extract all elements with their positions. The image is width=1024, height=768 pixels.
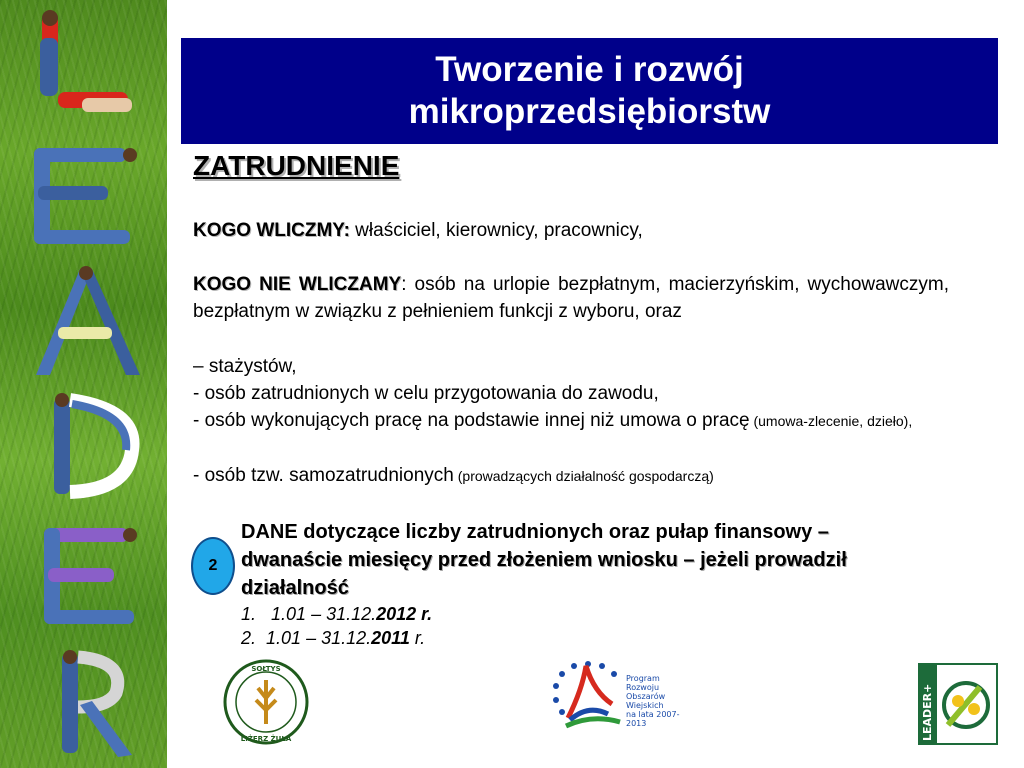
exclusion-item-4-text: - osób tzw. samozatrudnionych [193, 465, 454, 486]
kogo-wliczmy-text: właściciel, kierownicy, pracownicy, [349, 220, 643, 241]
people-letter-e-image [20, 140, 150, 260]
prow-line-3: Obszarów [626, 692, 666, 701]
period-item-2 [241, 626, 891, 650]
svg-text:LEADER+: LEADER+ [921, 683, 934, 741]
dane-block [241, 518, 891, 650]
exclusion-item-3 [193, 407, 949, 435]
exclusion-item-3-note: (umowa-zlecenie, dzieło), [749, 413, 913, 429]
people-letter-d-image [20, 390, 150, 510]
decorative-photo-strip [0, 0, 167, 768]
prow-logo [548, 656, 694, 732]
leader-logo [918, 663, 998, 745]
svg-text:SOŁTYS: SOŁTYS [251, 665, 281, 673]
association-seal-logo [222, 658, 310, 746]
section-heading: ZATRUDNIENIE [193, 150, 400, 181]
exclusion-item-4-note: (prowadzących działalność gospodarczą) [453, 468, 714, 484]
period-item-1-range: 1.01 – 31.12. [271, 604, 377, 624]
kogo-nie-wliczamy-text: : osób na urlopie bezpłatnym, macierzyńskim, wychowawczym, bezpłatnym w związku z pełnieniem funkcji z wyboru, oraz [193, 274, 950, 322]
people-letter-l-image [20, 8, 150, 128]
kogo-nie-wliczamy-label: KOGO NIE WLICZAMY [193, 274, 402, 295]
period-item-2-suffix: r. [409, 628, 426, 648]
kogo-wliczmy-label: KOGO WLICZMY [193, 220, 344, 241]
period-item-1 [241, 602, 891, 626]
period-item-1-year: 2012 r. [376, 604, 433, 624]
period-item-2-year: 2011 [371, 628, 410, 648]
exclusion-item-4 [193, 462, 949, 490]
period-item-1-num: 1. [241, 604, 257, 624]
prow-emblem-icon [548, 656, 626, 732]
exclusion-item-1: – stażystów, [193, 356, 297, 377]
prow-line-4: Wiejskich [626, 701, 664, 710]
title-banner [181, 38, 998, 144]
number-badge: 2 [191, 537, 235, 595]
kogo-wliczmy-colon: : [343, 220, 350, 241]
prow-line-1: Program [626, 674, 660, 683]
prow-line-2: Rozwoju [626, 683, 660, 692]
period-item-2-num: 2. [241, 628, 257, 648]
kogo-wliczmy-paragraph [193, 217, 949, 244]
people-letter-e2-image [20, 520, 150, 640]
people-letter-a-image [20, 265, 150, 385]
dane-intro: DANE dotyczące liczby zatrudnionych oraz pułap finansowy [241, 521, 818, 543]
exclusion-item-3-text: - osób wykonujących pracę na podstawie innej niż umowa o pracę [193, 410, 750, 431]
title-line-2: mikroprzedsiębiorstw [408, 92, 771, 131]
period-item-2-range: 1.01 – 31.12. [266, 628, 372, 648]
exclusion-item-2: - osób zatrudnionych w celu przygotowania do zawodu, [193, 383, 659, 404]
title-line-1: Tworzenie i rozwój [435, 50, 744, 89]
prow-line-5: na lata 2007-2013 [626, 710, 680, 728]
kogo-nie-wliczamy-paragraph [193, 271, 949, 325]
svg-text:LIŻERZ ŻUŁA: LIŻERZ ŻUŁA [240, 735, 292, 743]
prow-text [626, 674, 694, 728]
people-letter-r-image [20, 645, 150, 765]
dane-emphasis: – dwanaście miesięcy przed złożeniem wniosku – jeżeli prowadził działalność [241, 521, 847, 599]
